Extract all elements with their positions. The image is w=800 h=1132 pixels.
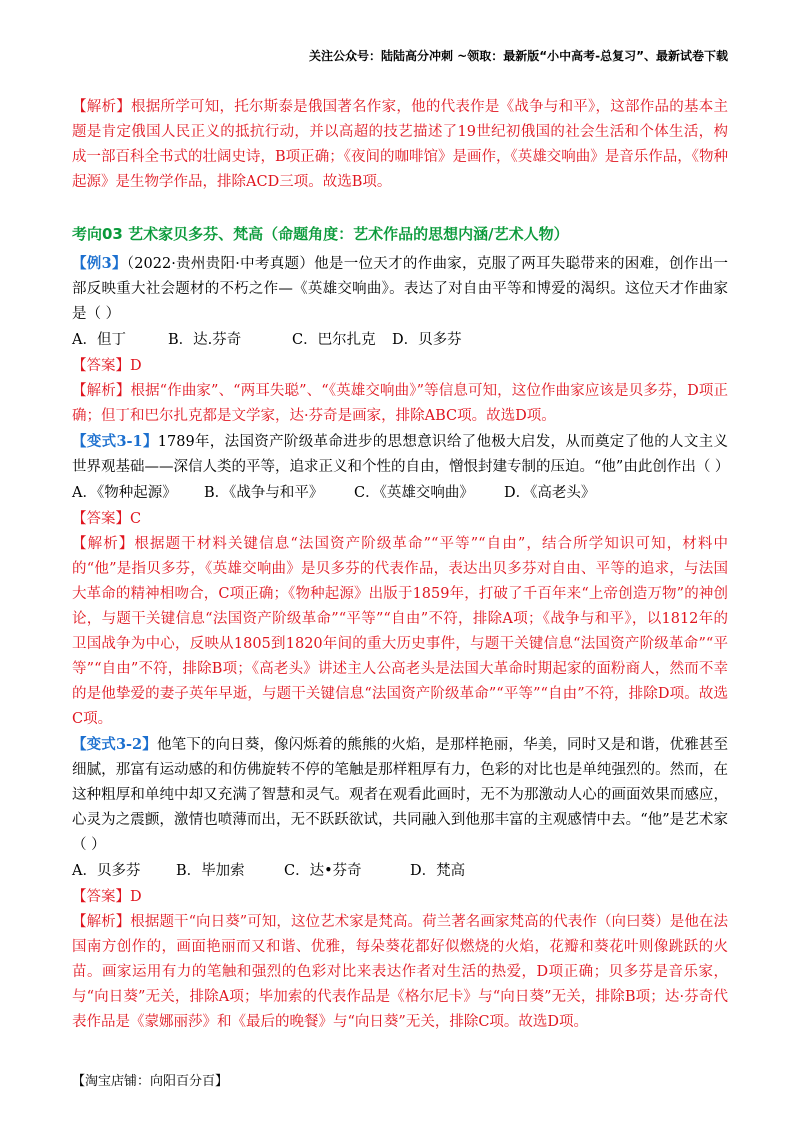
answer-tag: 【答案】 <box>72 889 130 905</box>
analysis-tag: 【解析】 <box>72 383 131 399</box>
example-3-text: （2022·贵州贵阳·中考真题）他是一位天才的作曲家，克服了两耳失聪带来的困难，创作出一部反映重大社会题材的不朽之作—《英雄交响曲》。表达了对自由平等和博爱的渴织。这位天才作曲家是（ ） <box>72 256 728 322</box>
analysis-text: 根据题干“向日葵”可知，这位艺术家是梵高。荷兰著名画家梵高的代表作（向曰葵）是他在法国南方创作的，画面艳丽而又和谐、优雅，每朵葵花都好似燃烧的火焰，花瓣和葵花叶则像跳跃的火苗。画家运用有力的笔触和强烈的色彩对比来表达作者对生活的热爱，D项正确；贝多芬是音乐家，与“向日葵”无关，排除A项；毕加索的代表作品是《格尔尼卡》与“向日葵”无关，排除B项；达·芬奇代表作品是《蒙娜丽莎》和《最后的晚餐》与“向日葵”无关，排除C项。故选D项。 <box>72 914 729 1030</box>
analysis-paragraph <box>72 95 728 195</box>
variant-3-1-text: 1789年，法国资产阶级革命进步的思想意识给了他极大启发，从而奠定了他的人文主义世界观基础——深信人类的平等，追求正义和个性的自由，憎恨封建专制的压迫。“他”由此创作出（ ） <box>72 434 730 475</box>
variant-3-2-analysis <box>72 910 728 1035</box>
variant-3-1-options <box>72 480 728 507</box>
option-c: C．达•芬奇 <box>284 863 362 879</box>
variant-3-1-question <box>72 429 728 480</box>
option-a: A．但丁 <box>72 332 126 348</box>
variant-3-1-tag: 【变式3-1】 <box>72 433 158 450</box>
page-header: 关注公众号：陆陆高分冲刺 ~领取：最新版“小中高考-总复习”、最新试卷下载 <box>309 49 728 63</box>
analysis-tag: 【解析】 <box>72 536 135 552</box>
example-3-analysis <box>72 379 728 429</box>
example-3-question <box>72 251 728 327</box>
option-c: C．巴尔扎克 <box>292 332 376 348</box>
example-3-answer <box>72 354 728 379</box>
option-a: A．《物种起源》 <box>72 485 177 501</box>
variant-3-2-text: 他笔下的向日葵，像闪烁着的熊熊的火焰，是那样艳丽，华美，同时又是和谐，优雅甚至细腻，那富有运动感的和仿佛旋转不停的笔触是那样粗厚有力，色彩的对比也是单纯强烈的。然而，在这种粗厚和单纯中却又充满了智慧和灵气。观者在观看此画时，无不为那激动人心的画面效果而感应，心灵为之震颤，激情也喷薄而出，无不跃跃欲试，共同融入到他那丰富的主观感情中去。“他”是艺术家（ ） <box>72 737 728 853</box>
variant-3-2-options <box>72 858 728 885</box>
analysis-text: 根据题干材料关键信息“法国资产阶级革命”“平等”“自由”，结合所学知识可知，材料中的“他”是指贝多芬，《英雄交响曲》是贝多芬的代表作品，表达出贝多芬对自由、平等的追求，与法国大革命的精神相吻合，C项正确；《物种起源》出版于1859年，打破了千百年来“上帝创造万物”的神创论，与题干关键信息“法国资产阶级革命”“平等”“自由”不符，排除A项；《战争与和平》，以1812年的卫国战争为中心，反映从1805到1820年间的重大历史事件，与题干关键信息“法国资产阶级革命”“平等”“自由”不符，排除B项；《高老头》讲述主人公高老头是法国大革命时期起家的面粉商人，然而不幸的是他挚爱的妻子英年早逝，与题干关键信息“法国资产阶级革命”“平等”“自由”不符，排除D项。故选C项。 <box>72 536 728 727</box>
option-d: D．《高老头》 <box>504 485 596 501</box>
analysis-tag: 【解析】 <box>72 99 131 115</box>
option-b: B．《战争与和平》 <box>204 485 324 501</box>
example-3-options <box>72 327 728 354</box>
analysis-text: 根据所学可知，托尔斯泰是俄国著名作家，他的代表作是《战争与和平》，这部作品的基本主题是肯定俄国人民正义的抵抗行动，并以高超的技艺描述了19世纪初俄国的社会生活和个体生活，构成一部百科全书式的壮阔史诗，B项正确；《夜间的咖啡馆》是画作，《英雄交响曲》是音乐作品，《物种起源》是生物学作品，排除ACD三项。故选B项。 <box>72 99 729 190</box>
variant-3-2-answer <box>72 885 728 910</box>
option-b: B．毕加索 <box>176 863 245 879</box>
page-content <box>72 95 728 1035</box>
answer-value: C <box>130 511 142 527</box>
option-d: D．贝多芬 <box>392 332 462 348</box>
page-footer: 【淘宝店铺：向阳百分百】 <box>72 1074 229 1089</box>
answer-value: D <box>130 889 142 905</box>
answer-tag: 【答案】 <box>72 358 130 374</box>
variant-3-1-answer <box>72 507 728 532</box>
analysis-tag: 【解析】 <box>72 914 131 930</box>
variant-3-2-question <box>72 732 728 858</box>
variant-3-2-tag: 【变式3-2】 <box>72 736 157 753</box>
option-d: D．梵高 <box>410 863 466 879</box>
variant-3-1-analysis <box>72 532 728 732</box>
option-c: C．《英雄交响曲》 <box>354 485 474 501</box>
analysis-text: 根据“作曲家”、“两耳失聪”、“《英雄交响曲》”等信息可知，这位作曲家应该是贝多芬，D项正确；但丁和巴尔扎克都是文学家，达·芬奇是画家，排除ABC项。故选D项。 <box>72 383 728 424</box>
example-3-tag: 【例3】 <box>72 255 127 272</box>
option-a: A．贝多芬 <box>72 863 141 879</box>
answer-value: D <box>130 358 142 374</box>
option-b: B．达.芬奇 <box>168 332 242 348</box>
section-title: 考向03 艺术家贝多芬、梵高（命题角度：艺术作品的思想内涵/艺术人物） <box>72 225 569 243</box>
answer-tag: 【答案】 <box>72 511 130 527</box>
